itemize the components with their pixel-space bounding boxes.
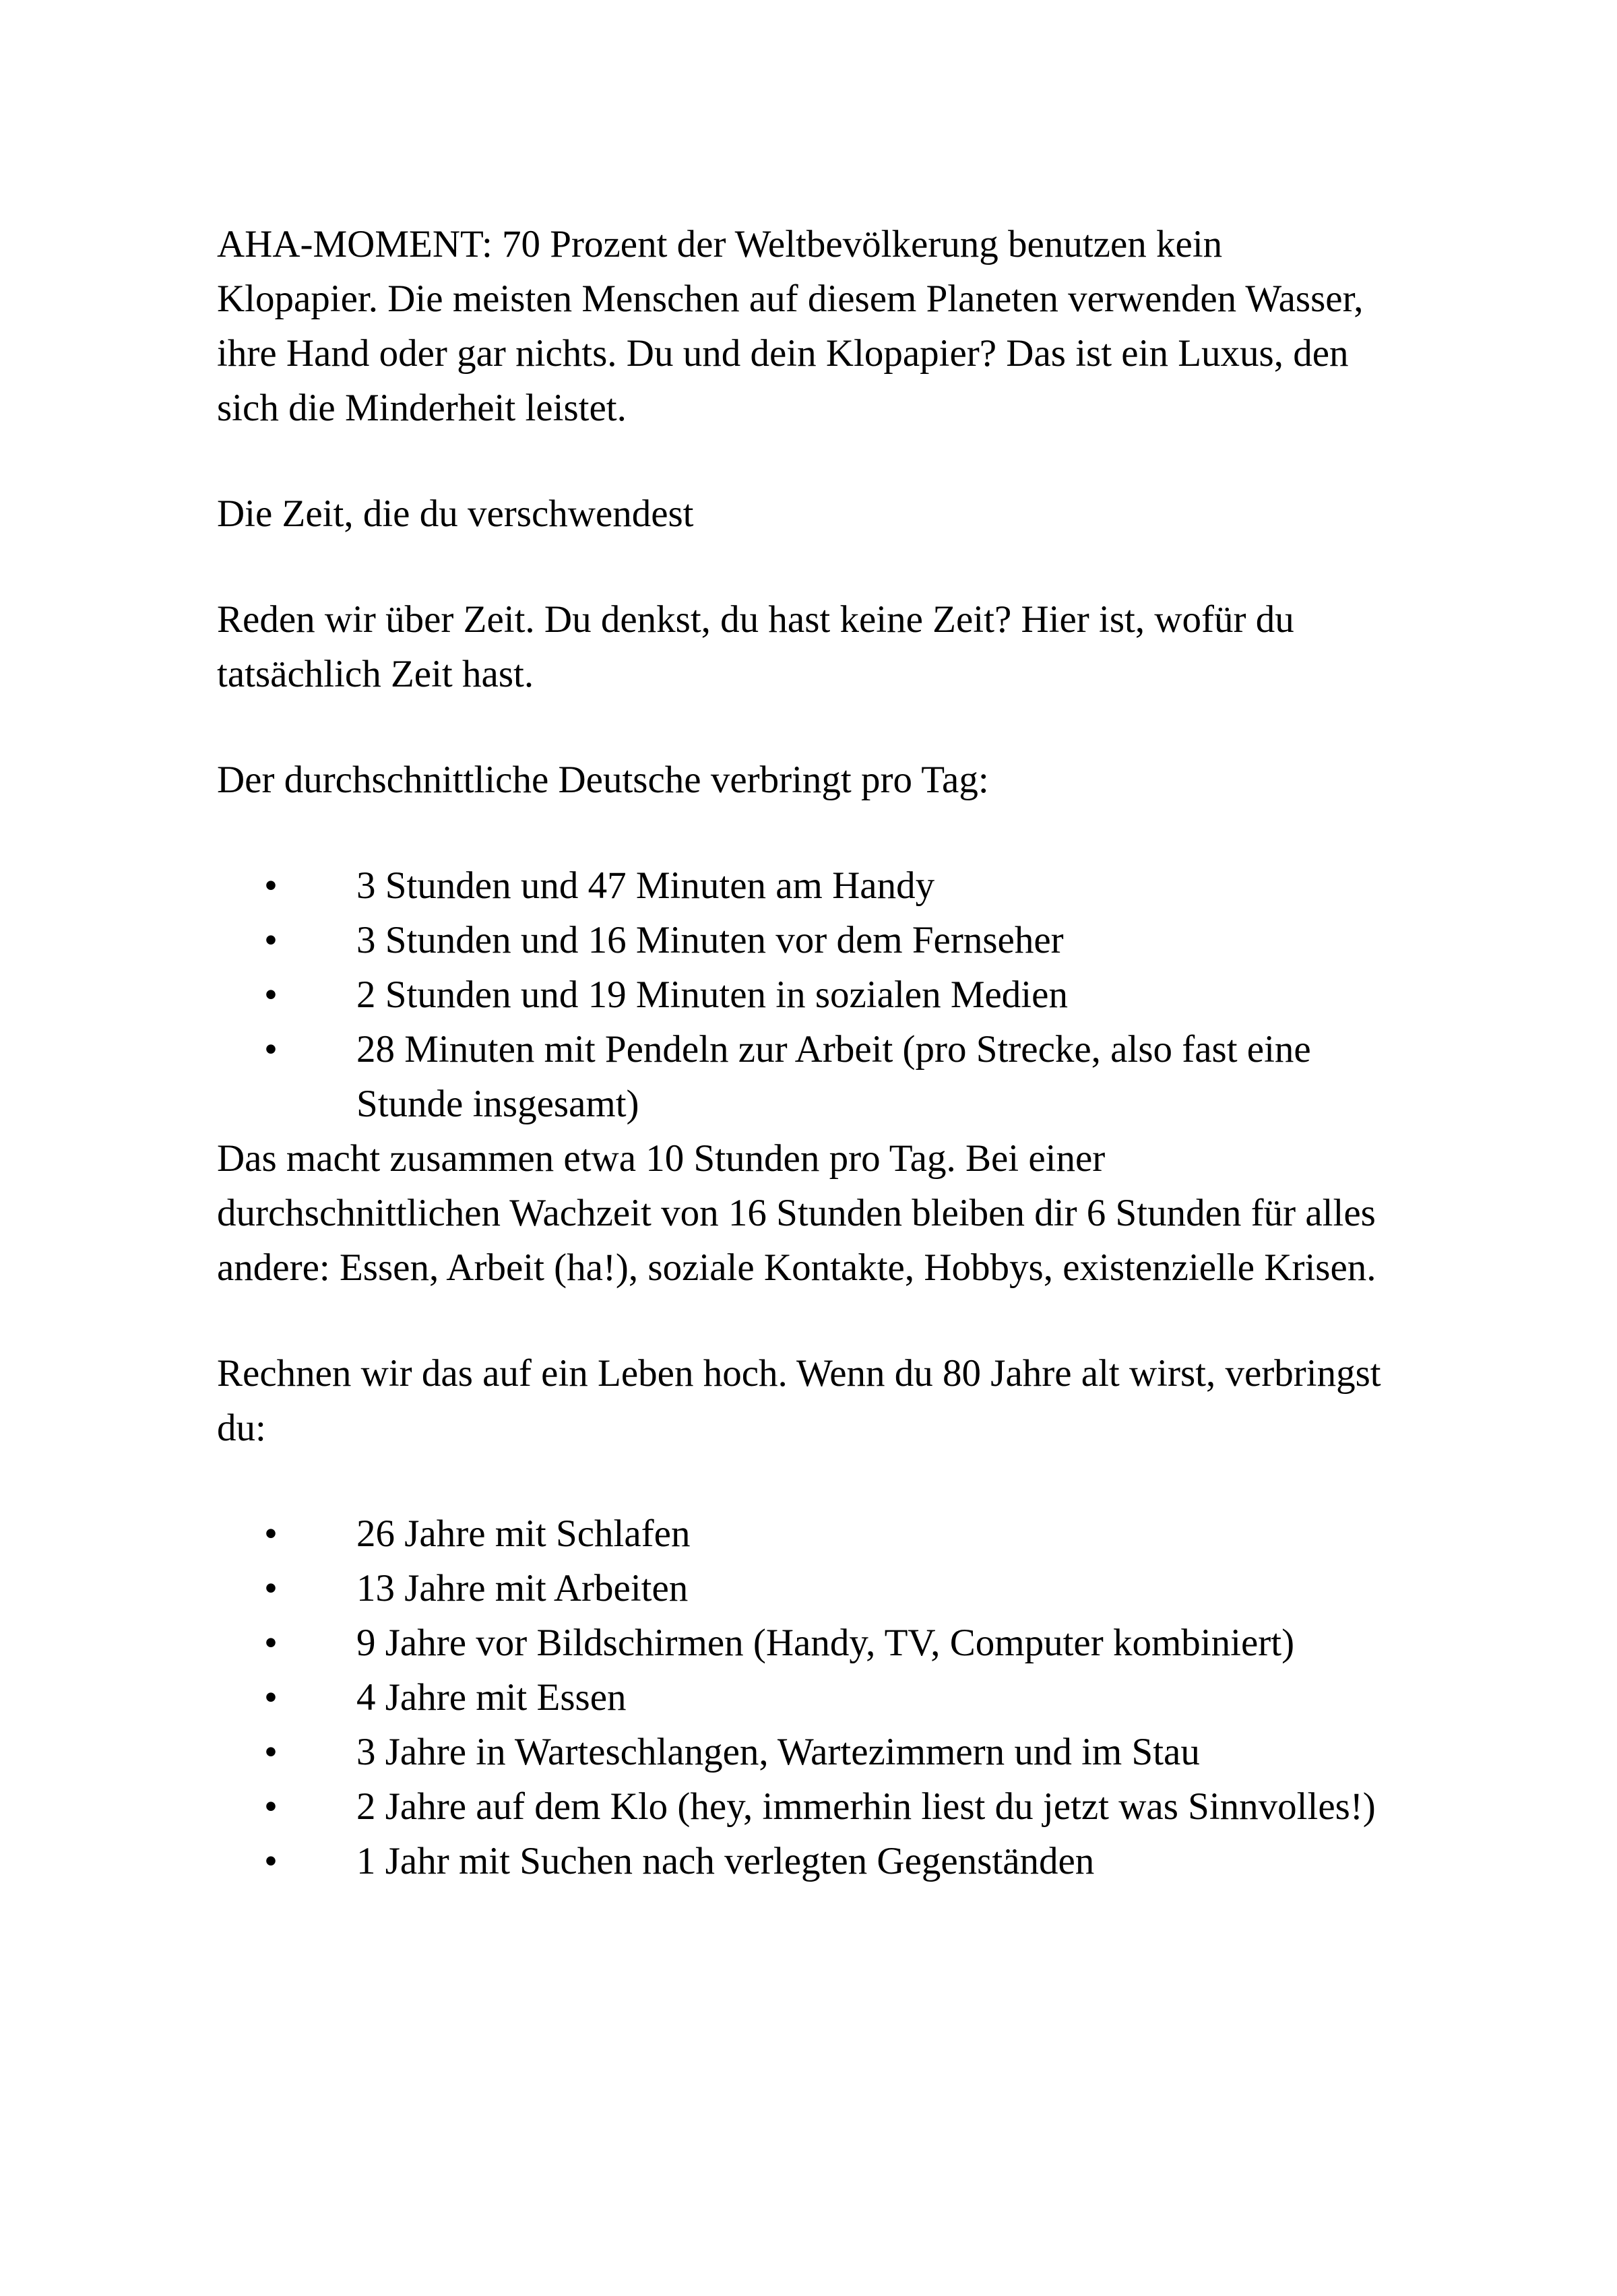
- list-item: • 2 Stunden und 19 Minuten in sozialen Medien: [264, 967, 1383, 1022]
- lifetime-list: [217, 1506, 1383, 1888]
- list-item: • 28 Minuten mit Pendeln zur Arbeit (pro Strecke, also fast eine Stunde insgesamt): [264, 1022, 1383, 1131]
- intro-paragraph: AHA-MOMENT: 70 Prozent der Weltbevölkerung benutzen kein Klopapier. Die meisten Menschen auf diesem Planeten verwenden Wasser, ihre Hand oder gar nichts. Du und dein Klopapier? Das ist ein Luxus, den sich die Minderheit leistet.: [217, 223, 1364, 429]
- list-item: • 1 Jahr mit Suchen nach verlegten Gegenständen: [264, 1834, 1383, 1888]
- document-content: [217, 217, 1383, 1888]
- list-item: • 3 Jahre in Warteschlangen, Wartezimmern und im Stau: [264, 1725, 1383, 1779]
- list-item: • 3 Stunden und 47 Minuten am Handy: [264, 858, 1383, 913]
- list-item: • 2 Jahre auf dem Klo (hey, immerhin liest du jetzt was Sinnvolles!): [264, 1779, 1383, 1834]
- list-item: • 3 Stunden und 16 Minuten vor dem Fernseher: [264, 913, 1383, 967]
- daily-summary-paragraph: Das macht zusammen etwa 10 Stunden pro Tag. Bei einer durchschnittlichen Wachzeit von 16 Stunden bleiben dir 6 Stunden für alles andere: Essen, Arbeit (ha!), soziale Kontakte, Hobbys, existenzielle Krisen.: [217, 1137, 1376, 1289]
- daily-time-list: [217, 858, 1383, 1131]
- time-intro-paragraph: Reden wir über Zeit. Du denkst, du hast keine Zeit? Hier ist, wofür du tatsächlich Zeit hast.: [217, 598, 1294, 695]
- daily-lead-paragraph: Der durchschnittliche Deutsche verbringt pro Tag:: [217, 759, 989, 801]
- list-item: • 4 Jahre mit Essen: [264, 1670, 1383, 1725]
- section-heading: Die Zeit, die du verschwendest: [217, 492, 694, 535]
- life-lead-paragraph: Rechnen wir das auf ein Leben hoch. Wenn du 80 Jahre alt wirst, verbringst du:: [217, 1352, 1381, 1449]
- list-item: • 13 Jahre mit Arbeiten: [264, 1561, 1383, 1616]
- list-item: • 26 Jahre mit Schlafen: [264, 1506, 1383, 1561]
- list-item: • 9 Jahre vor Bildschirmen (Handy, TV, Computer kombiniert): [264, 1616, 1383, 1670]
